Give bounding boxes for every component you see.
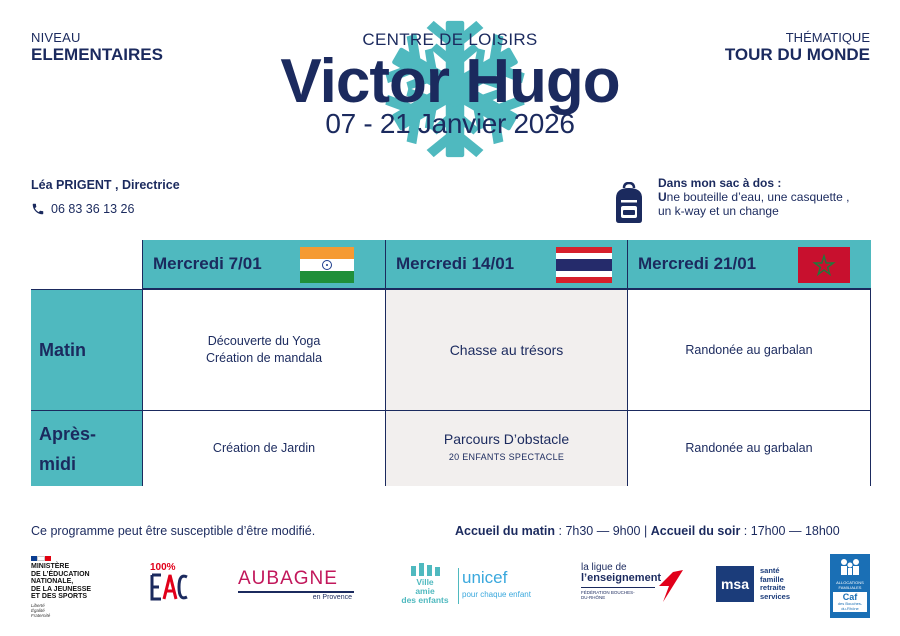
backpack-line-1-text: ne bouteille d’eau, une casquette , xyxy=(666,190,850,204)
accueil-matin-label: Accueil du matin xyxy=(455,524,556,538)
thematique-value: TOUR DU MONDE xyxy=(724,45,870,64)
ville-amie-icon xyxy=(405,562,445,576)
aubagne-logo xyxy=(238,568,356,601)
caf-logo xyxy=(830,554,870,618)
phone-line xyxy=(31,202,134,216)
motto-line: Liberté xyxy=(31,602,45,608)
activity-line: Création de mandala xyxy=(205,351,323,365)
activity-line: Chasse au trésors xyxy=(449,341,564,358)
accueil-soir-label: Accueil du soir xyxy=(650,524,741,538)
row-label-matin: Matin xyxy=(39,340,86,360)
activity-cell xyxy=(628,290,871,411)
backpack-line-2: un k-way et un change xyxy=(658,204,779,218)
caf-line: ALLOCATIONS xyxy=(836,580,864,585)
row-header-matin xyxy=(31,290,143,411)
day-label-3: Mercredi 21/01 xyxy=(638,254,757,273)
disclaimer-note: Ce programme peut être susceptible d’être modifié. xyxy=(31,524,316,538)
activity-cell xyxy=(143,290,386,411)
msa-line: famille xyxy=(760,574,784,584)
tricolor-icon xyxy=(31,556,51,561)
centre-name: Victor Hugo xyxy=(280,47,620,116)
ministere-line: MINISTÈRE xyxy=(31,563,70,570)
table-corner xyxy=(31,240,143,289)
caf-wordmark: Caf xyxy=(842,592,858,602)
accueil-matin-value: : 7h30 — 9h00 | xyxy=(555,524,651,538)
activity-cell xyxy=(143,411,386,486)
activity-subline: 20 ENFANTS SPECTACLE xyxy=(448,452,565,462)
accueil-soir-value: : 17h00 — 18h00 xyxy=(740,524,840,538)
ministere-line: DE LA JEUNESSE xyxy=(31,585,92,593)
director-name: Léa PRIGENT , Directrice xyxy=(31,178,180,192)
motto-line: Égalité xyxy=(31,607,45,613)
backpack-line-1 xyxy=(658,190,878,204)
eac-percent: 100% xyxy=(150,562,176,573)
backpack-title: Dans mon sac à dos : xyxy=(658,176,782,190)
backpack-initial: U xyxy=(658,190,667,204)
date-range: 07 - 21 Janvier 2026 xyxy=(325,108,575,139)
ville-amie-line: Ville xyxy=(416,577,434,587)
eac-mark-icon xyxy=(150,573,188,601)
unicef-wordmark: unicef xyxy=(462,568,508,587)
ligue-line: la ligue de xyxy=(581,562,627,573)
msa-line: services xyxy=(760,591,791,601)
day-label-2: Mercredi 14/01 xyxy=(396,254,515,273)
activity-cell xyxy=(628,411,871,486)
morocco-flag-icon xyxy=(798,247,850,283)
ville-amie-line: des enfants xyxy=(401,595,449,605)
niveau-label: NIVEAU xyxy=(31,30,81,45)
ligue-logo xyxy=(581,562,686,610)
caf-sub: du-Rhône xyxy=(841,605,859,611)
activity-line: Parcours D’obstacle xyxy=(443,431,570,447)
msa-logo xyxy=(716,566,800,606)
motto-line: Fraternité xyxy=(31,612,51,618)
activity-cell xyxy=(386,411,628,486)
ville-amie-line: amie xyxy=(415,586,435,596)
eac-logo xyxy=(150,562,190,606)
msa-line: retraite xyxy=(760,583,786,592)
ligue-line: l’enseignement xyxy=(581,572,662,584)
activity-table xyxy=(31,240,871,486)
activity-cell xyxy=(386,290,628,411)
phone-number: 06 83 36 13 26 xyxy=(51,202,135,216)
caf-line: FAMILIALES xyxy=(838,585,862,590)
ministere-line: NATIONALE, xyxy=(31,578,74,585)
activity-line: Découverte du Yoga xyxy=(207,334,321,348)
ligue-sub: FÉDÉRATION BOUCHES-DU-RHÔNE xyxy=(581,590,635,600)
phone-icon xyxy=(31,202,45,216)
backpack-list xyxy=(658,176,878,218)
aubagne-wordmark: AUBAGNE xyxy=(238,568,338,589)
india-flag-icon xyxy=(300,247,354,283)
backpack-icon xyxy=(612,182,646,224)
aubagne-sub: en Provence xyxy=(312,594,352,601)
caf-sub: des Bouches- xyxy=(837,601,863,606)
ministere-line: ET DES SPORTS xyxy=(31,593,88,600)
unicef-logo xyxy=(396,562,541,612)
ministere-logo xyxy=(31,556,111,618)
opening-hours xyxy=(455,524,840,538)
thematique-label: THÉMATIQUE xyxy=(785,30,870,45)
partner-logos xyxy=(0,552,900,622)
activity-line: Randonée au garbalan xyxy=(685,441,813,455)
msa-line: santé xyxy=(760,566,780,575)
unicef-sub: pour chaque enfant xyxy=(462,590,531,599)
row-header-apres-midi xyxy=(31,411,143,486)
niveau-value: ELEMENTAIRES xyxy=(31,45,163,64)
centre-label: CENTRE DE LOISIRS xyxy=(362,30,538,49)
msa-mark: msa xyxy=(716,566,754,602)
activity-line: Création de Jardin xyxy=(212,441,316,455)
ligue-arrow-icon xyxy=(655,562,685,602)
row-label-apres-midi: Après-midi xyxy=(39,423,97,474)
caf-family-icon xyxy=(837,557,863,575)
day-label-1: Mercredi 7/01 xyxy=(153,254,262,273)
ministere-line: DE L’ÉDUCATION xyxy=(31,570,90,578)
thailand-flag-icon xyxy=(556,247,612,283)
activity-line: Randonée au garbalan xyxy=(685,342,813,357)
